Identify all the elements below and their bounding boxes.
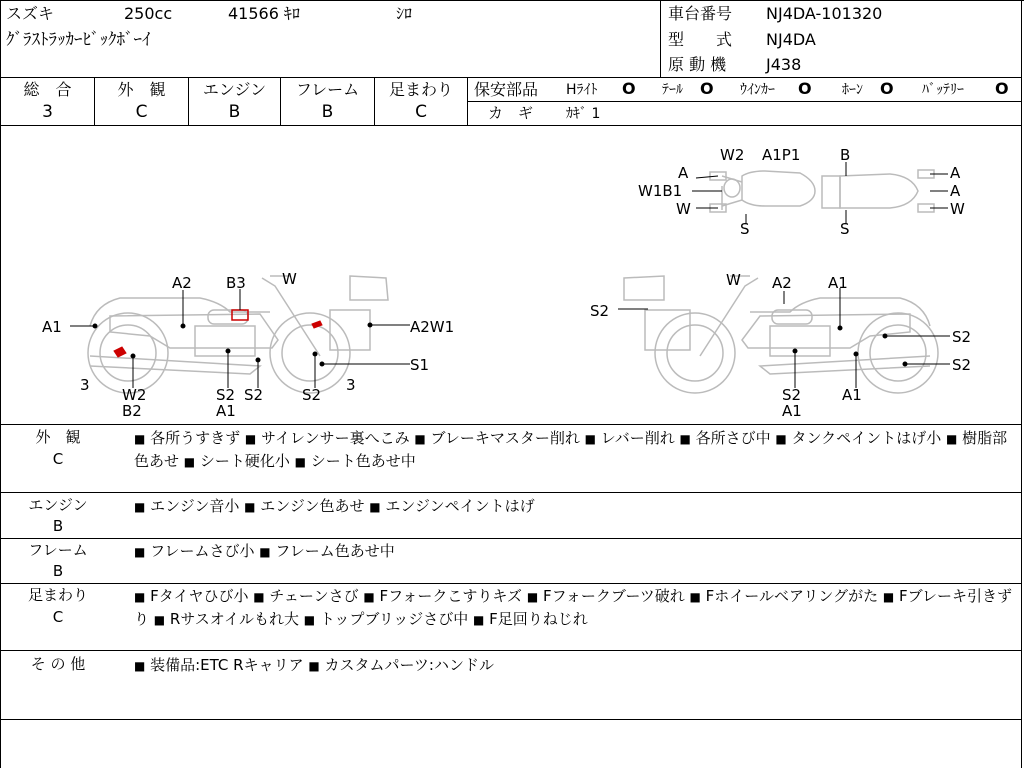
label-left-b3: B3 (226, 274, 246, 292)
frame-no-label: 車台番号 (668, 4, 733, 23)
remark-other-label: そ の 他 (30, 655, 86, 673)
remark-frame-label: フレーム (28, 541, 88, 559)
border-top (0, 0, 1024, 1)
bullet-icon: ■ (183, 455, 196, 469)
remark-exterior-label: 外 観 (35, 428, 81, 446)
bullet-icon: ■ (526, 590, 539, 604)
remark-item: トップブリッジさび中 (315, 610, 473, 628)
maker: スズキ (6, 4, 55, 23)
grade-frame-value: B (321, 102, 334, 122)
engine-label: 原 動 機 (668, 55, 727, 74)
displacement: 250cc (124, 4, 173, 23)
remark-item: エンジンペイントはげ (380, 497, 535, 515)
bullet-icon: ■ (134, 545, 146, 559)
safety-horn-label: ﾎｰﾝ (842, 82, 863, 98)
bullet-icon: ■ (584, 432, 596, 446)
border-right (1021, 0, 1022, 768)
top-view-bike (710, 170, 934, 212)
label-left-grade3b: 3 (346, 376, 356, 394)
safety-winker-label: ｳｲﾝｶｰ (740, 82, 775, 98)
bullet-icon: ■ (308, 659, 320, 673)
remark-item: カスタムパーツ:ハンドル (319, 656, 494, 674)
label-top-a-right1: A (950, 164, 961, 182)
remark-item: Fホイールベアリングがた (700, 587, 883, 605)
label-right-a2: A2 (772, 274, 792, 292)
label-left-w: W (282, 270, 297, 288)
label-top-a-left: A (678, 164, 689, 182)
remark-item: フレーム色あせ中 (270, 542, 395, 560)
divider-safety (468, 101, 1022, 102)
grade-suspension-value: C (415, 102, 427, 122)
remark-item: タンクペイントはげ小 (786, 429, 946, 447)
divider-remarks (0, 492, 1022, 493)
type-label: 型 式 (668, 30, 733, 49)
safety-label: 保安部品 (474, 80, 539, 99)
remark-item: レバー削れ (595, 429, 680, 447)
bullet-icon: ■ (244, 500, 256, 514)
grade-total-label: 総 合 (23, 80, 72, 99)
bullet-icon: ■ (134, 432, 146, 446)
remark-item: エンジン色あせ (255, 497, 370, 515)
remark-frame-grade: B (52, 562, 64, 580)
divider-remarks (0, 583, 1022, 584)
remark-engine-label: エンジン (28, 496, 88, 514)
key-label: カ ギ (488, 104, 534, 122)
label-top-w2: W2 (720, 146, 745, 164)
bullet-icon: ■ (945, 432, 958, 446)
remark-suspension-grade: C (52, 608, 64, 626)
leader-lines (70, 162, 950, 388)
label-right-s2a: S2 (590, 302, 610, 320)
remark-suspension-label: 足まわり (27, 586, 88, 604)
safety-horn-mark: O (880, 79, 894, 98)
bullet-icon: ■ (775, 432, 787, 446)
label-left-s2b: S2 (244, 386, 264, 404)
bullet-icon: ■ (244, 432, 257, 446)
bullet-icon: ■ (153, 613, 166, 627)
grade-exterior-label: 外 観 (117, 80, 166, 99)
remark-item: Fフォークこすりキズ (374, 587, 527, 605)
label-top-w1b1: W1B1 (638, 182, 683, 200)
label-left-a2w1: A2W1 (410, 318, 455, 336)
label-right-w: W (726, 271, 741, 289)
label-left-a2: A2 (172, 274, 192, 292)
remark-item: 装備品:ETC Rキャリア (145, 656, 309, 674)
grade-engine-label: エンジン (202, 80, 267, 99)
bullet-icon: ■ (294, 455, 307, 469)
remark-frame-list (134, 540, 1014, 563)
remark-item: フレームさび小 (145, 542, 260, 560)
remark-item: エンジン音小 (145, 497, 245, 515)
grade-exterior-value: C (135, 102, 148, 122)
safety-tail-mark: O (700, 79, 714, 98)
remark-item: Fフォークブーツ破れ (538, 587, 690, 605)
label-right-s2c: S2 (952, 356, 972, 374)
remark-item: シート硬化小 (195, 452, 295, 470)
remark-item: F足回りねじれ (484, 610, 588, 628)
remark-engine-grade: B (52, 517, 64, 535)
label-left-s1: S1 (410, 356, 430, 374)
divider-header (0, 77, 1022, 78)
label-top-w-right: W (950, 200, 965, 218)
safety-headlight-mark: O (622, 79, 636, 98)
bullet-icon: ■ (369, 500, 381, 514)
engine-value: J438 (766, 55, 802, 74)
color: ｼﾛ (396, 4, 413, 23)
key-value: ｶｷﾞ 1 (566, 106, 601, 122)
safety-battery-mark: O (995, 79, 1009, 98)
safety-tail-label: ﾃｰﾙ (662, 82, 683, 98)
label-right-s2b: S2 (952, 328, 972, 346)
divider-remarks (0, 719, 1022, 720)
bullet-icon: ■ (472, 613, 485, 627)
remark-item: Fブレーキ引きずり (134, 587, 1012, 628)
grade-sep (467, 77, 468, 125)
bullet-icon: ■ (363, 590, 375, 604)
remark-item: 各所さび中 (690, 429, 776, 447)
grade-suspension-label: 足まわり (388, 80, 453, 99)
label-top-a-right2: A (950, 182, 961, 200)
frame-no: NJ4DA-101320 (766, 4, 883, 23)
bullet-icon: ■ (679, 432, 691, 446)
remark-item: Rサスオイルもれ大 (165, 610, 304, 628)
label-right-a1c: A1 (842, 386, 862, 404)
divider-remarks (0, 650, 1022, 651)
remark-exterior-grade: C (52, 450, 64, 468)
label-top-s1: S (740, 220, 750, 238)
bullet-icon: ■ (259, 545, 271, 559)
remark-engine-list (134, 495, 1014, 518)
grade-engine-value: B (228, 102, 241, 122)
grade-frame-label: フレーム (295, 80, 360, 99)
bullet-icon: ■ (882, 590, 895, 604)
label-top-s2: S (840, 220, 850, 238)
bullet-icon: ■ (134, 659, 146, 673)
bullet-icon: ■ (303, 613, 316, 627)
label-left-a1b: A1 (216, 402, 236, 420)
damage-diagram (0, 126, 1020, 423)
divider-remarks (0, 538, 1022, 539)
remark-item: チェーンさび (264, 587, 364, 605)
remark-item: 各所うすきず (145, 429, 245, 447)
remark-item: サイレンサー裏へこみ (256, 429, 415, 447)
divider-header-split (660, 0, 661, 77)
remark-item: シート色あせ中 (306, 452, 416, 470)
right-side-bike (624, 276, 938, 393)
label-top-b: B (840, 146, 851, 164)
type-value: NJ4DA (766, 30, 816, 49)
bullet-icon: ■ (253, 590, 265, 604)
label-right-s2d: S2 (782, 386, 802, 404)
bullet-icon: ■ (134, 500, 146, 514)
label-right-a1b: A1 (782, 402, 802, 420)
safety-battery-label: ﾊﾞｯﾃﾘｰ (922, 82, 964, 98)
label-left-grade3a: 3 (80, 376, 90, 394)
divider-diagram (0, 424, 1022, 425)
safety-headlight-label: Hﾗｲﾄ (566, 82, 598, 98)
grade-total-value: 3 (42, 102, 53, 122)
bullet-icon: ■ (134, 590, 146, 604)
remark-other-list (134, 654, 1014, 677)
label-left-b2: B2 (122, 402, 142, 420)
label-left-s2c: S2 (302, 386, 322, 404)
label-left-w2: W2 (122, 386, 147, 404)
remark-item: ブレーキマスター削れ (425, 429, 585, 447)
mileage: 41566 ｷﾛ (228, 4, 300, 23)
safety-winker-mark: O (798, 79, 812, 98)
label-right-a1a: A1 (828, 274, 848, 292)
remark-item: Fタイヤひび小 (145, 587, 254, 605)
remark-exterior-list (134, 427, 1014, 473)
bullet-icon: ■ (414, 432, 426, 446)
label-top-a1p1: A1P1 (762, 146, 801, 164)
remark-suspension-list (134, 585, 1014, 631)
label-left-s2a: S2 (216, 386, 236, 404)
bullet-icon: ■ (689, 590, 701, 604)
remark-item: 樹脂部色あせ (134, 429, 1008, 470)
model-name: ｸﾞﾗｽﾄﾗｯｶｰﾋﾞｯｸﾎﾞｰｲ (6, 30, 151, 50)
label-left-a1: A1 (42, 318, 62, 336)
label-top-w-left: W (676, 200, 691, 218)
